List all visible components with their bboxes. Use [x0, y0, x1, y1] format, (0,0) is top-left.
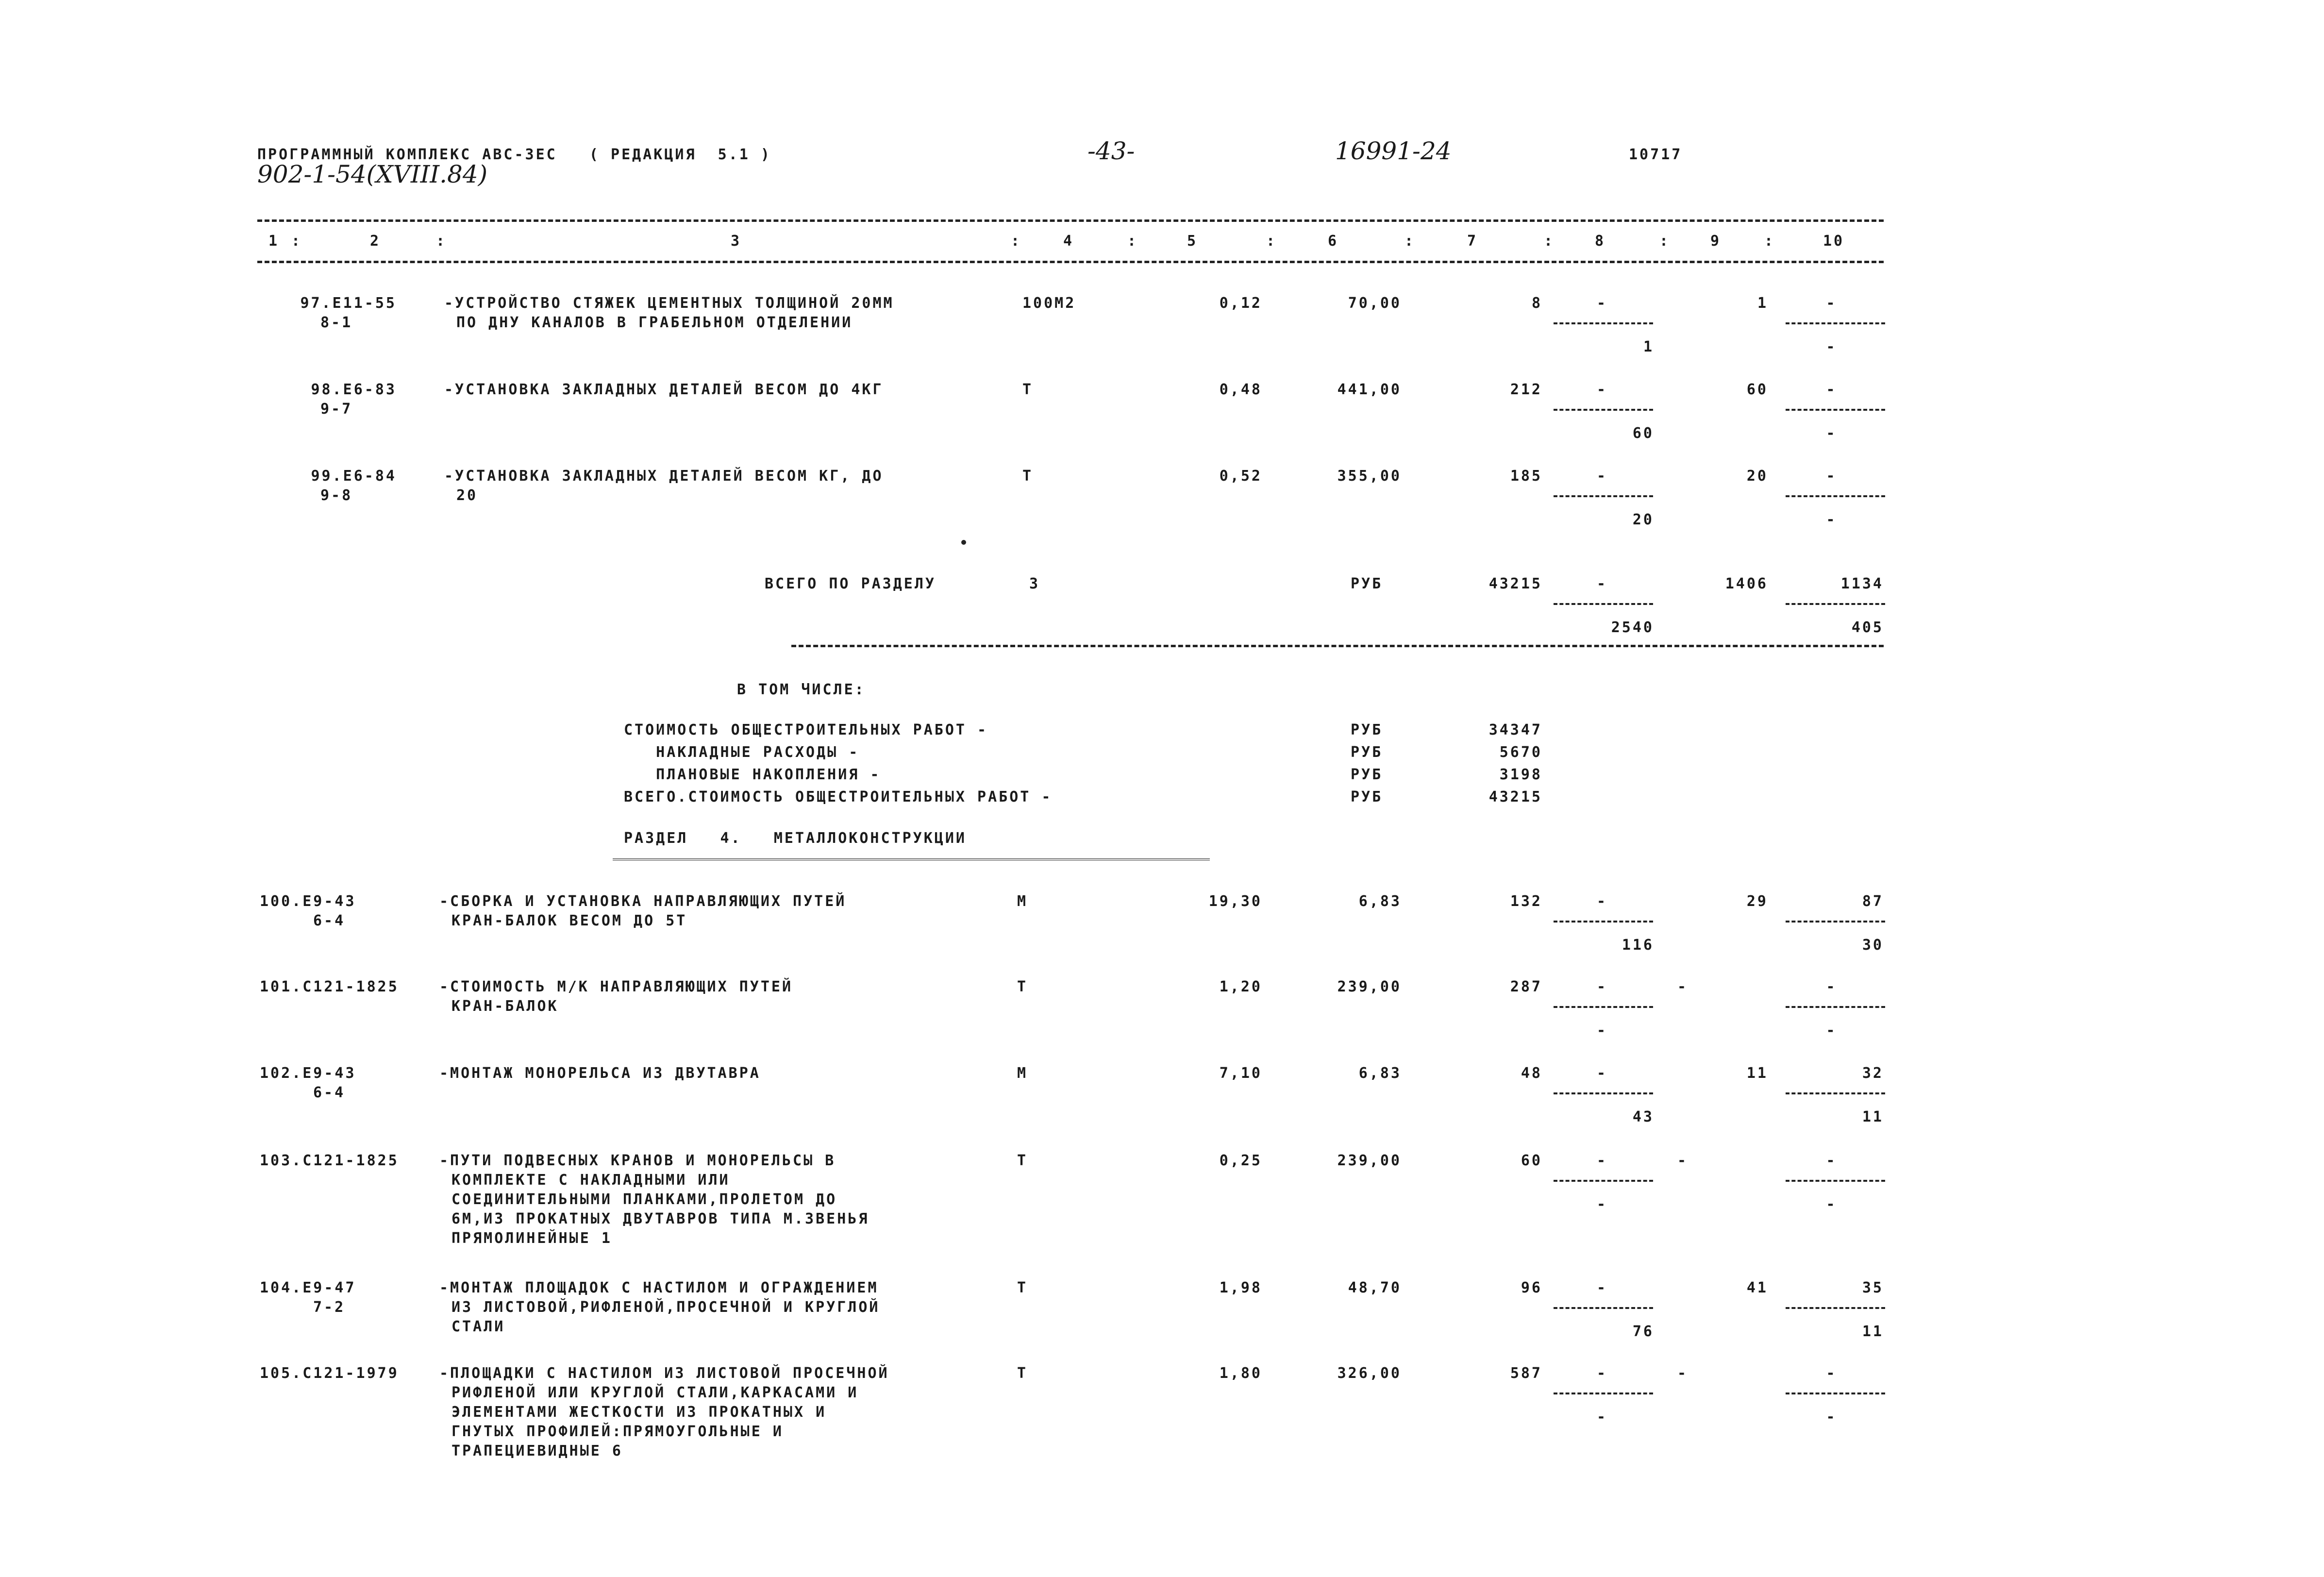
col8-value: - — [1596, 893, 1608, 910]
col8-sub-value: 60 — [1632, 425, 1654, 442]
col10-sub-value: - — [1826, 511, 1837, 528]
col-header-2: 2 — [370, 233, 381, 250]
unit: Т — [1022, 381, 1034, 398]
col9-value: - — [1677, 1152, 1688, 1169]
item-description: КРАН-БАЛОК — [451, 998, 559, 1015]
col10-sub-value: - — [1826, 1196, 1837, 1213]
fraction-rule — [1786, 1092, 1885, 1094]
table-row — [0, 890, 2324, 954]
print-dot — [961, 540, 966, 545]
item-description: 20 — [456, 487, 478, 504]
col8-sub-value: 76 — [1632, 1323, 1654, 1340]
col-header-5: 5 — [1187, 233, 1198, 250]
table-row — [0, 465, 2324, 528]
col9-value: - — [1677, 978, 1688, 995]
item-description: -УСТАНОВКА ЗАКЛАДНЫХ ДЕТАЛЕЙ ВЕСОМ ДО 4КГ — [444, 381, 884, 398]
fraction-rule — [1554, 603, 1653, 605]
item-number: 99.Е6-84 — [311, 468, 397, 485]
item-description: ПРЯМОЛИНЕЙНЫЕ 1 — [451, 1230, 612, 1247]
breakdown-unit: РУБ — [1351, 744, 1383, 761]
header-top-rule — [257, 219, 1884, 222]
unit-price: 355,00 — [1337, 468, 1402, 485]
unit-price: 6,83 — [1358, 893, 1402, 910]
col8-sub-value: 43 — [1632, 1108, 1654, 1125]
col10-value: - — [1826, 295, 1837, 312]
unit-price: 326,00 — [1337, 1365, 1402, 1382]
fraction-rule — [1786, 322, 1885, 324]
fraction-rule — [1786, 1006, 1885, 1008]
item-description: СТАЛИ — [451, 1318, 505, 1335]
col8-value: - — [1596, 1065, 1608, 1082]
col8-value: - — [1596, 575, 1608, 592]
col10-value: - — [1826, 978, 1837, 995]
col10-sub-value: - — [1826, 338, 1837, 355]
col-header-8: 8 — [1595, 233, 1606, 250]
quantity: 1,80 — [1219, 1365, 1262, 1382]
fraction-rule — [1786, 409, 1885, 411]
item-reference: 6-4 — [313, 1084, 346, 1101]
fraction-rule — [1554, 1307, 1653, 1309]
unit-price: 70,00 — [1348, 295, 1402, 312]
item-reference: 9-8 — [320, 487, 353, 504]
breakdown-label: ПЛАНОВЫЕ НАКОПЛЕНИЯ - — [624, 766, 881, 783]
col10-sub-value: 11 — [1862, 1323, 1884, 1340]
unit-price: 239,00 — [1337, 1152, 1402, 1169]
col8-sub-value: - — [1596, 1409, 1608, 1426]
total-cost: 132 — [1510, 893, 1542, 910]
col10-sub-value: - — [1826, 1409, 1837, 1426]
col-sep: : — [436, 233, 447, 250]
item-description: КРАН-БАЛОК ВЕСОМ ДО 5Т — [451, 912, 687, 929]
col8-sub-value: 1 — [1643, 338, 1654, 355]
col-header-4: 4 — [1063, 233, 1074, 250]
col9-value: 1406 — [1725, 575, 1768, 592]
fraction-rule — [1786, 1307, 1885, 1309]
col-header-1: 1 — [268, 233, 280, 250]
fraction-rule — [1554, 409, 1653, 411]
col10-sub-value: - — [1826, 425, 1837, 442]
item-reference: 8-1 — [320, 314, 353, 331]
col-sep: : — [1544, 233, 1555, 250]
quantity: 0,52 — [1219, 468, 1262, 485]
col8-value: - — [1596, 295, 1608, 312]
item-description: -СТОИМОСТЬ М/К НАПРАВЛЯЮЩИХ ПУТЕЙ — [439, 978, 793, 995]
col-header-7: 7 — [1467, 233, 1478, 250]
section-number: 3 — [1029, 575, 1040, 592]
fraction-rule — [1786, 603, 1885, 605]
fraction-rule — [1554, 495, 1653, 497]
col-header-9: 9 — [1710, 233, 1722, 250]
col10-sub-value: 11 — [1862, 1108, 1884, 1125]
col9-value: - — [1677, 1365, 1688, 1382]
unit-price: 6,83 — [1358, 1065, 1402, 1082]
total-cost: 212 — [1510, 381, 1542, 398]
col-sep: : — [1764, 233, 1775, 250]
col-sep: : — [1127, 233, 1138, 250]
fraction-rule — [1786, 1180, 1885, 1182]
col8-sub-value: - — [1596, 1196, 1608, 1213]
section-heading: РАЗДЕЛ 4. МЕТАЛЛОКОНСТРУКЦИИ — [624, 830, 967, 847]
unit: 100М2 — [1022, 295, 1076, 312]
item-number: 100.Е9-43 — [260, 893, 356, 910]
breakdown-value: 5670 — [1499, 744, 1542, 761]
col10-value: - — [1826, 381, 1837, 398]
including-title: В ТОМ ЧИСЛЕ: — [737, 681, 866, 698]
item-description: -СБОРКА И УСТАНОВКА НАПРАВЛЯЮЩИХ ПУТЕЙ — [439, 893, 847, 910]
item-description: РИФЛЕНОЙ ИЛИ КРУГЛОЙ СТАЛИ,КАРКАСАМИ И — [451, 1384, 859, 1401]
col10-value: 32 — [1862, 1065, 1884, 1082]
col-header-6: 6 — [1328, 233, 1339, 250]
fraction-rule — [1554, 921, 1653, 923]
breakdown-unit: РУБ — [1351, 721, 1383, 738]
col8-sub-value: 2540 — [1611, 619, 1654, 636]
unit: Т — [1022, 468, 1034, 485]
table-row — [0, 1362, 2324, 1460]
col-header-3: 3 — [731, 233, 742, 250]
unit: Т — [1017, 1365, 1028, 1382]
section-total-cost: 43215 — [1488, 575, 1542, 592]
col-sep: : — [1659, 233, 1671, 250]
quantity: 1,98 — [1219, 1279, 1262, 1296]
item-number: 105.С121-1979 — [260, 1365, 399, 1382]
program-title: ПРОГРАММНЫЙ КОМПЛЕКС АВС-3ЕС ( РЕДАКЦИЯ 5.1 ) — [257, 146, 771, 163]
item-number: 102.Е9-43 — [260, 1065, 356, 1082]
col9-value: 60 — [1746, 381, 1768, 398]
quantity: 0,25 — [1219, 1152, 1262, 1169]
breakdown-label: НАКЛАДНЫЕ РАСХОДЫ - — [624, 744, 860, 761]
col9-value: 41 — [1746, 1279, 1768, 1296]
item-reference: 7-2 — [313, 1299, 346, 1316]
col9-value: 1 — [1757, 295, 1768, 312]
header-bottom-rule — [257, 261, 1884, 263]
breakdown-value: 43215 — [1488, 788, 1542, 805]
item-number: 103.С121-1825 — [260, 1152, 399, 1169]
fraction-rule — [1786, 921, 1885, 923]
col8-value: - — [1596, 1365, 1608, 1382]
total-cost: 587 — [1510, 1365, 1542, 1382]
total-rule — [791, 645, 1884, 647]
quantity: 1,20 — [1219, 978, 1262, 995]
col9-value: 11 — [1746, 1065, 1768, 1082]
item-description: ТРАПЕЦИЕВИДНЫЕ 6 — [451, 1443, 623, 1460]
total-cost: 8 — [1531, 295, 1542, 312]
unit-price: 48,70 — [1348, 1279, 1402, 1296]
col-sep: : — [1011, 233, 1022, 250]
item-description: -МОНТАЖ МОНОРЕЛЬСА ИЗ ДВУТАВРА — [439, 1065, 761, 1082]
col9-value: 29 — [1746, 893, 1768, 910]
unit: Т — [1017, 1279, 1028, 1296]
quantity: 19,30 — [1208, 893, 1262, 910]
total-cost: 60 — [1521, 1152, 1542, 1169]
fraction-rule — [1786, 1392, 1885, 1394]
project-code: 902-1-54(XVIII.84) — [257, 160, 488, 188]
fraction-rule — [1554, 1092, 1653, 1094]
document-number: 16991-24 — [1335, 137, 1452, 165]
col-sep: : — [1266, 233, 1277, 250]
col10-sub-value: 30 — [1862, 937, 1884, 954]
currency-unit: РУБ — [1351, 575, 1383, 592]
col8-sub-value: 116 — [1622, 937, 1654, 954]
col10-value: 87 — [1862, 893, 1884, 910]
col10-sub-value: 405 — [1851, 619, 1884, 636]
item-reference: 9-7 — [320, 401, 353, 418]
item-number: 104.Е9-47 — [260, 1279, 356, 1296]
section-total-label: ВСЕГО ПО РАЗДЕЛУ — [765, 575, 936, 592]
item-description: -МОНТАЖ ПЛОЩАДОК С НАСТИЛОМ И ОГРАЖДЕНИЕМ — [439, 1279, 879, 1296]
breakdown-unit: РУБ — [1351, 766, 1383, 783]
item-description: -УСТРОЙСТВО СТЯЖЕК ЦЕМЕНТНЫХ ТОЛЩИНОЙ 20ММ — [444, 295, 894, 312]
col10-sub-value: - — [1826, 1022, 1837, 1039]
col8-value: - — [1596, 1279, 1608, 1296]
total-cost: 96 — [1521, 1279, 1542, 1296]
col10-value: - — [1826, 468, 1837, 485]
col8-sub-value: 20 — [1632, 511, 1654, 528]
fraction-rule — [1554, 1392, 1653, 1394]
breakdown-unit: РУБ — [1351, 788, 1383, 805]
quantity: 7,10 — [1219, 1065, 1262, 1082]
item-description: ГНУТЫХ ПРОФИЛЕЙ:ПРЯМОУГОЛЬНЫЕ И — [451, 1423, 784, 1440]
fraction-rule — [1554, 1180, 1653, 1182]
breakdown-label: ВСЕГО.СТОИМОСТЬ ОБЩЕСТРОИТЕЛЬНЫХ РАБОТ - — [624, 788, 1053, 805]
total-cost: 287 — [1510, 978, 1542, 995]
col10-value: 35 — [1862, 1279, 1884, 1296]
col9-value: 20 — [1746, 468, 1768, 485]
section-heading-underline — [613, 858, 1210, 860]
item-reference: 6-4 — [313, 912, 346, 929]
unit: М — [1017, 1065, 1028, 1082]
item-description: ЭЛЕМЕНТАМИ ЖЕСТКОСТИ ИЗ ПРОКАТНЫХ И — [451, 1404, 827, 1421]
col-header-10: 10 — [1823, 233, 1845, 250]
item-number: 101.С121-1825 — [260, 978, 399, 995]
page-number: -43- — [1087, 137, 1135, 165]
col8-sub-value: - — [1596, 1022, 1608, 1039]
fraction-rule — [1554, 322, 1653, 324]
total-cost: 185 — [1510, 468, 1542, 485]
item-description: ИЗ ЛИСТОВОЙ,РИФЛЕНОЙ,ПРОСЕЧНОЙ И КРУГЛОЙ — [451, 1299, 880, 1316]
item-description: -ПЛОЩАДКИ С НАСТИЛОМ ИЗ ЛИСТОВОЙ ПРОСЕЧНОЙ — [439, 1365, 889, 1382]
item-number: 97.Е11-55 — [300, 295, 397, 312]
unit: Т — [1017, 978, 1028, 995]
breakdown-value: 34347 — [1488, 721, 1542, 738]
col10-value: 1134 — [1840, 575, 1884, 592]
sheet-number: 10717 — [1629, 146, 1683, 163]
quantity: 0,12 — [1219, 295, 1262, 312]
col8-value: - — [1596, 468, 1608, 485]
item-description: КОМПЛЕКТЕ С НАКЛАДНЫМИ ИЛИ — [451, 1172, 730, 1189]
unit: М — [1017, 893, 1028, 910]
unit: Т — [1017, 1152, 1028, 1169]
col8-value: - — [1596, 381, 1608, 398]
col-sep: : — [1404, 233, 1416, 250]
item-description: 6М,ИЗ ПРОКАТНЫХ ДВУТАВРОВ ТИПА М.ЗВЕНЬЯ — [451, 1210, 869, 1227]
col10-value: - — [1826, 1152, 1837, 1169]
unit-price: 441,00 — [1337, 381, 1402, 398]
breakdown-value: 3198 — [1499, 766, 1542, 783]
item-description: СОЕДИНИТЕЛЬНЫМИ ПЛАНКАМИ,ПРОЛЕТОМ ДО — [451, 1191, 837, 1208]
unit-price: 239,00 — [1337, 978, 1402, 995]
fraction-rule — [1786, 495, 1885, 497]
total-cost: 48 — [1521, 1065, 1542, 1082]
breakdown-label: СТОИМОСТЬ ОБЩЕСТРОИТЕЛЬНЫХ РАБОТ - — [624, 721, 988, 738]
item-number: 98.Е6-83 — [311, 381, 397, 398]
quantity: 0,48 — [1219, 381, 1262, 398]
col-sep: : — [291, 233, 302, 250]
col8-value: - — [1596, 978, 1608, 995]
table-row — [0, 1062, 2324, 1125]
col8-value: - — [1596, 1152, 1608, 1169]
table-row — [0, 292, 2324, 355]
item-description: -УСТАНОВКА ЗАКЛАДНЫХ ДЕТАЛЕЙ ВЕСОМ КГ, ДО — [444, 468, 884, 485]
item-description: -ПУТИ ПОДВЕСНЫХ КРАНОВ И МОНОРЕЛЬСЫ В — [439, 1152, 836, 1169]
item-description: ПО ДНУ КАНАЛОВ В ГРАБЕЛЬНОМ ОТДЕЛЕНИИ — [456, 314, 853, 331]
col10-value: - — [1826, 1365, 1837, 1382]
fraction-rule — [1554, 1006, 1653, 1008]
